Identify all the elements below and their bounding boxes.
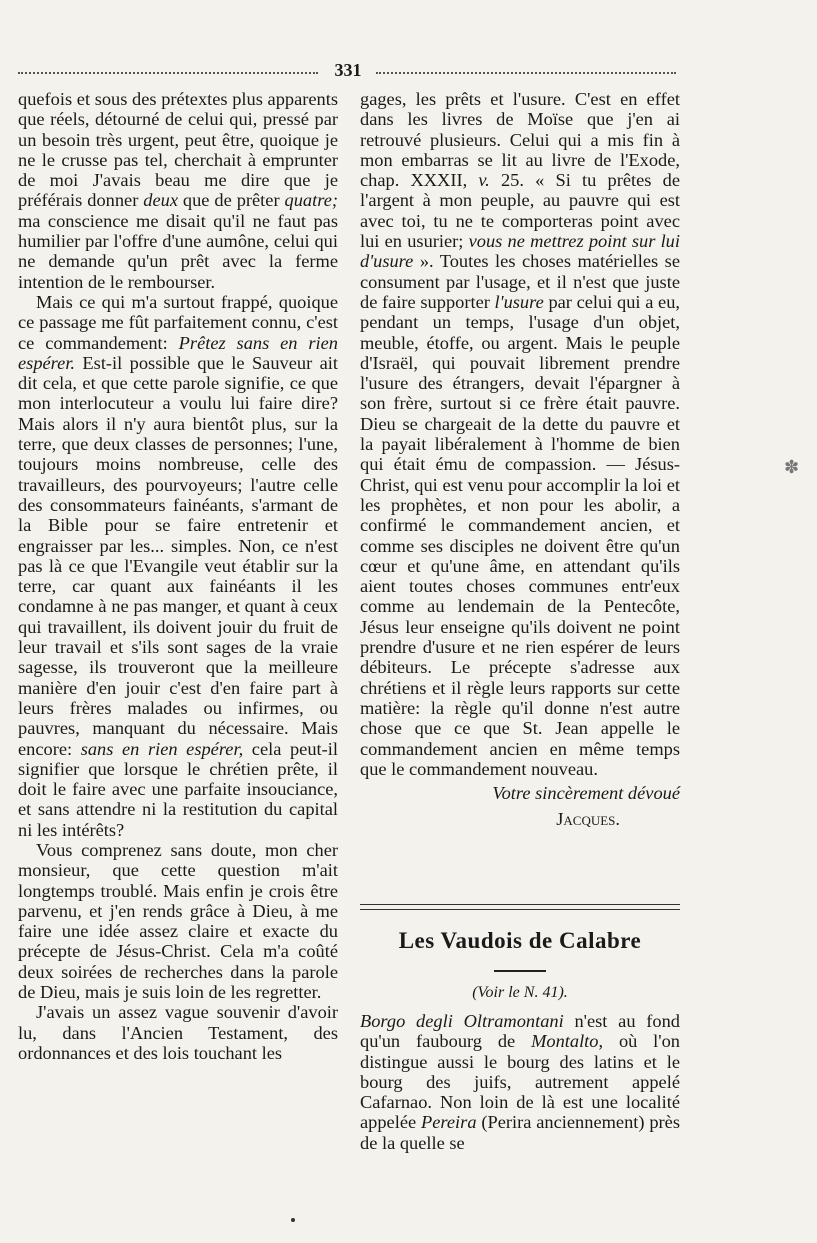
left-column-paragraph: J'avais un assez vague souvenir d'avoir lu, dans l'Ancien Testament, des ordonnances et des lois touchant les xyxy=(18,1002,338,1063)
right-column-paragraph: gages, les prêts et l'usure. C'est en effet dans les livres de Moïse que j'en ai retrouvé plusieurs. Celui qui a mis fin à mon embarras se lit au livre de l'Exode, chap. XXXII, v. 25. « Si tu prêtes de l'argent à mon peuple, au pauvre qui est avec toi, tu ne te comporteras point avec lui en usurier; vous ne mettrez point sur lui d'usure ». Toutes les choses matérielles se consument par l'usage, et il n'est que juste de faire supporter l'usure par celui qui a eu, pendant un temps, l'usage d'un objet, meuble, étoffe, ou argent. Mais le peuple d'Israël, qui pouvait librement prendre l'usure des étrangers, devait l'épargner à son frère, surtout si ce frère était pauvre. Dieu se chargeait de la dette du pauvre et la payait libéralement à l'homme de bien qui était ému de compassion. — Jésus-Christ, qui est venu pour accomplir la loi et les prophètes, et non pour les abolir, a confirmé le commandement ancien, et comme ses disciples ne doivent être qu'un cœur et qu'une âme, en attendant qu'ils aient toutes choses communes entr'eux comme au lendemain de la Pentecôte, Jésus leur enseigne qu'ils doivent ne point prendre d'usure et ne rien espérer de leurs débiteurs. Le précepte s'adresse aux chrétiens et il règle leurs rapports sur cette matière: la règle qu'il donne n'est autre chose que ce que St. Jean appelle le commandement ancien en même temps que le commandement nouveau. xyxy=(360,89,680,779)
header-ornament-right xyxy=(376,72,676,74)
signature: Jacques. xyxy=(556,809,620,830)
left-column-paragraph: quefois et sous des prétextes plus apparents que réels, détourné de celui qui, pressé par un besoin très urgent, peut être, quoique je ne le crusse pas tel, cherchait à emprunter de moi J'avais beau me dire que je préférais donner deux que de prêter quatre; ma conscience me disait qu'il ne faut pas humilier par l'offre d'une aumône, celui qui ne demande qu'un prêt avec la ferme intention de le rembourser. xyxy=(18,89,338,292)
article-title: Les Vaudois de Calabre xyxy=(398,928,642,953)
ink-dot xyxy=(291,1218,295,1222)
ink-blot-icon: ✽ xyxy=(784,457,800,477)
section-divider-top xyxy=(360,904,680,905)
header-ornament-left xyxy=(18,72,318,74)
title-rule xyxy=(494,970,546,972)
page-number: 331 xyxy=(334,60,362,80)
signoff: Votre sincèrement dévoué xyxy=(492,783,680,804)
article-body xyxy=(360,1011,680,1153)
section-divider-bottom xyxy=(360,909,680,910)
article-paragraph: Borgo degli Oltramontani n'est au fond qu'un faubourg de Montalto, où l'on distingue aussi le bourg des latins et le bourg des juifs, autrement appelé Cafarnao. Non loin de là est une localité appelée Pereira (Perira anciennement) près de la quelle se xyxy=(360,1011,680,1153)
left-column xyxy=(18,89,338,1063)
right-column-text xyxy=(360,89,680,779)
page-header xyxy=(18,60,676,82)
left-column-paragraph: Vous comprenez sans doute, mon cher monsieur, que cette question m'ait longtemps troublé. Mais enfin je crois être parvenu, et j'en rends grâce à Dieu, à me faire une idée assez claire et exacte du précepte de Jésus-Christ. Cela m'a coûté deux soirées de recherches dans la parole de Dieu, mais je suis loin de les regretter. xyxy=(18,839,338,1003)
article-reference: (Voir le N. 41). xyxy=(472,984,568,1001)
right-column xyxy=(360,89,680,830)
left-column-paragraph: Mais ce qui m'a surtout frappé, quoique ce passage me fût parfaitement connu, c'est ce commandement: Prêtez sans en rien espérer. Est-il possible que le Sauveur ait dit cela, et que cette parole signifie, ce que mon interlocuteur a voulu lui faire dire? Mais alors il n'y aura bientôt plus, sur la terre, que deux classes de personnes; l'une, toujours moins nombreuse, celle des travailleurs, des pourvoyeurs; l'autre celle des consommateurs fainéants, s'armant de la Bible pour se faire entretenir et engraisser par les... simples. Non, ce n'est pas là ce que l'Evangile veut établir sur la terre, car quant aux fainéants il les condamne à ne pas manger, et quant à ceux qui travaillent, ils doivent jouir du fruit de leur travail et s'ils sont sages de la vraie sagesse, ils trouveront que la meilleure manière d'en jouir c'est d'en faire part à leurs frères malades ou infirmes, ou pauvres, manquant du nécessaire. Mais encore: sans en rien espérer, cela peut-il signifier que lorsque le chrétien prête, il doit le faire avec une parfaite insouciance, et sans attendre ni la restitution du capital ni les intérêts? xyxy=(18,291,338,840)
